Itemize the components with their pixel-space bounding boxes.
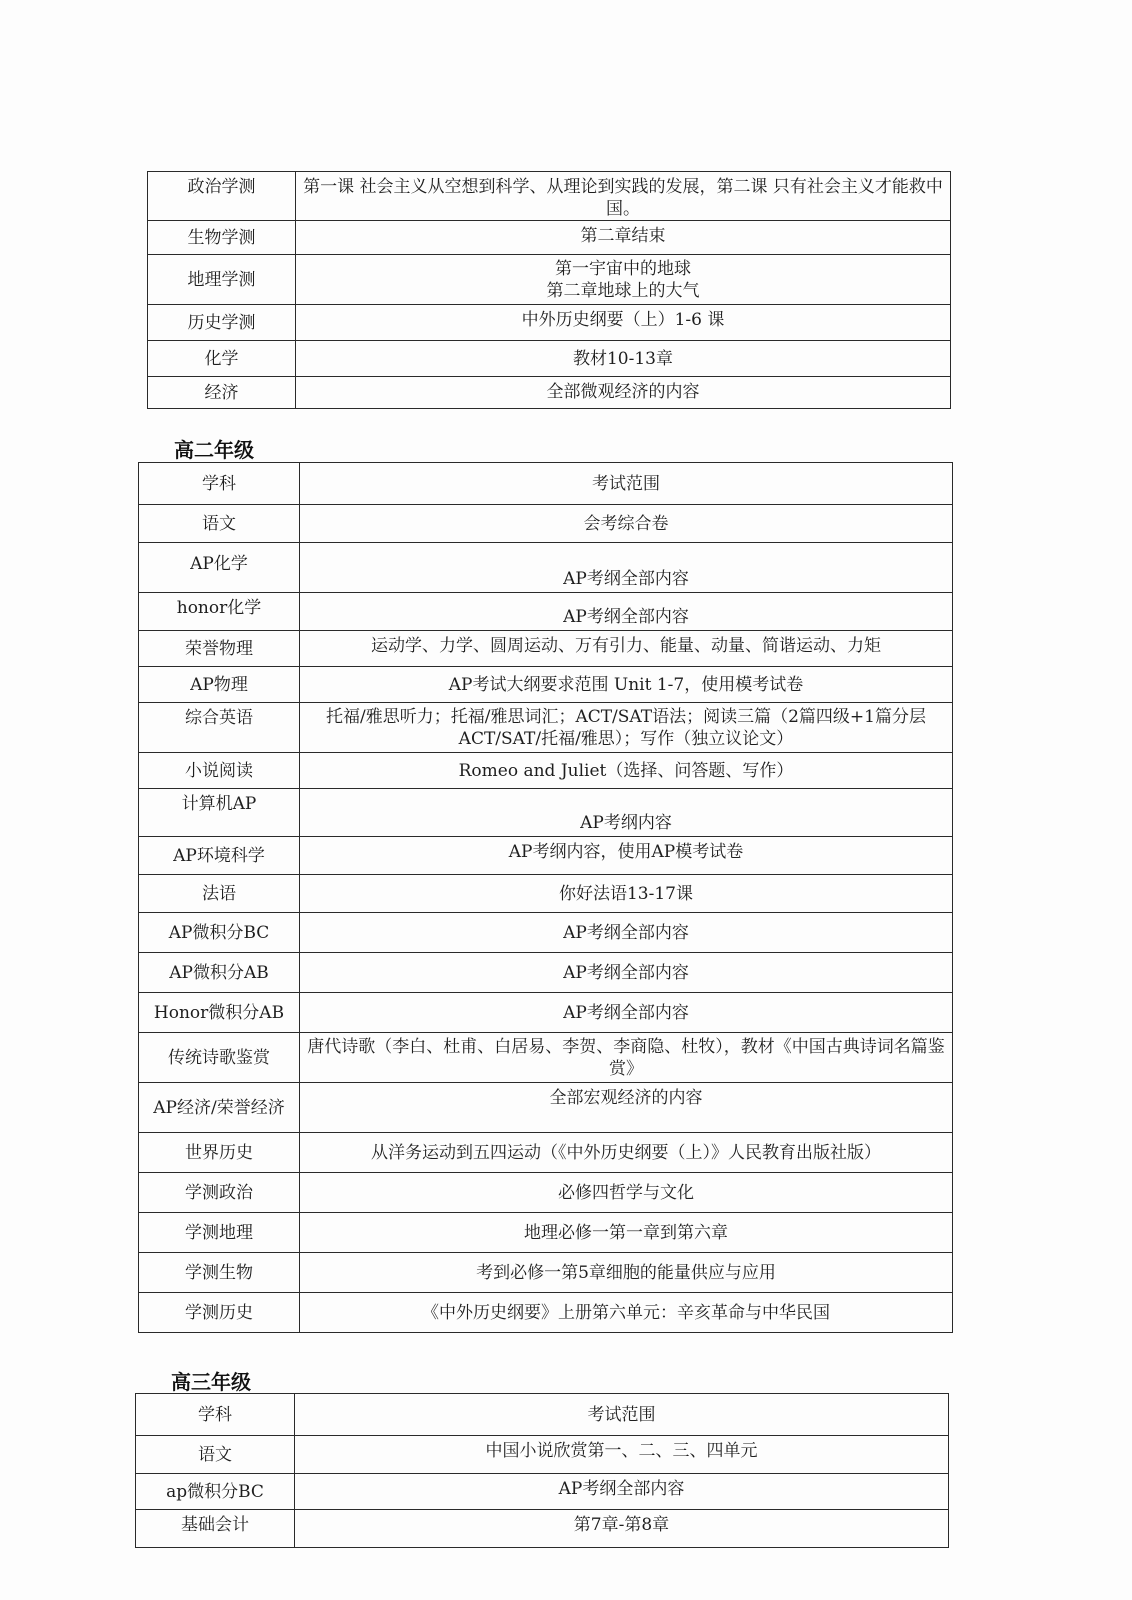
table-header-row <box>139 463 953 505</box>
scope-line: 第二章地球上的大气 <box>546 280 700 301</box>
table-row <box>139 1213 953 1253</box>
scope-cell: 考到必修一第5章细胞的能量供应与应用 <box>300 1253 953 1293</box>
subject-cell: 历史学测 <box>148 305 296 341</box>
table-row <box>139 1253 953 1293</box>
subject-cell: 计算机AP <box>139 789 300 837</box>
scope-cell: 唐代诗歌（李白、杜甫、白居易、李贺、李商隐、杜牧），教材《中国古典诗词名篇鉴赏》 <box>300 1033 953 1083</box>
subject-cell: AP微积分AB <box>139 953 300 993</box>
table-row <box>139 543 953 593</box>
table-row <box>139 837 953 875</box>
subject-cell: AP微积分BC <box>139 913 300 953</box>
table-row <box>136 1474 949 1510</box>
scope-cell: 从洋务运动到五四运动（《中外历史纲要（上）》人民教育出版社版） <box>300 1133 953 1173</box>
subject-cell: Honor微积分AB <box>139 993 300 1033</box>
table-row <box>139 953 953 993</box>
subject-cell: 学测生物 <box>139 1253 300 1293</box>
subject-cell: honor化学 <box>139 593 300 631</box>
senior1-exam-table <box>147 171 951 409</box>
table-row <box>148 255 951 305</box>
scope-cell: 第7章-第8章 <box>295 1510 949 1548</box>
scope-cell: AP考纲全部内容 <box>295 1474 949 1510</box>
table-row <box>139 593 953 631</box>
scope-cell: 会考综合卷 <box>300 505 953 543</box>
table-row <box>148 305 951 341</box>
table-row <box>139 1173 953 1213</box>
subject-cell: 小说阅读 <box>139 753 300 789</box>
scope-cell: 全部宏观经济的内容 <box>300 1083 953 1133</box>
scope-cell: AP考试大纲要求范围 Unit 1-7，使用模考试卷 <box>300 667 953 703</box>
scope-cell <box>296 255 951 305</box>
subject-cell: 学测历史 <box>139 1293 300 1333</box>
table-row <box>139 667 953 703</box>
scope-cell: 《中外历史纲要》上册第六单元：辛亥革命与中华民国 <box>300 1293 953 1333</box>
table-row <box>148 221 951 255</box>
scope-cell: 全部微观经济的内容 <box>296 377 951 409</box>
scope-cell: AP考纲全部内容 <box>300 593 953 631</box>
table-row <box>139 753 953 789</box>
subject-cell: 基础会计 <box>136 1510 295 1548</box>
table-row <box>148 172 951 221</box>
subject-cell: AP化学 <box>139 543 300 593</box>
header-subject: 学科 <box>139 463 300 505</box>
header-scope: 考试范围 <box>295 1394 949 1436</box>
subject-cell: 法语 <box>139 875 300 913</box>
subject-cell: 世界历史 <box>139 1133 300 1173</box>
table-row <box>139 1083 953 1133</box>
subject-cell: 传统诗歌鉴赏 <box>139 1033 300 1083</box>
table-row <box>136 1510 949 1548</box>
scope-cell: AP考纲全部内容 <box>300 913 953 953</box>
subject-cell: 学测政治 <box>139 1173 300 1213</box>
scope-cell: 托福/雅思听力；托福/雅思词汇；ACT/SAT语法；阅读三篇（2篇四级+1篇分层ACT/SAT/托福/雅思）；写作（独立议论文） <box>300 703 953 753</box>
subject-cell: 综合英语 <box>139 703 300 753</box>
senior2-heading: 高二年级 <box>174 438 254 462</box>
subject-cell: ap微积分BC <box>136 1474 295 1510</box>
senior3-heading: 高三年级 <box>171 1370 251 1394</box>
subject-cell: 地理学测 <box>148 255 296 305</box>
table-row <box>148 341 951 377</box>
subject-cell: AP经济/荣誉经济 <box>139 1083 300 1133</box>
table-row <box>139 1033 953 1083</box>
scope-cell: 必修四哲学与文化 <box>300 1173 953 1213</box>
scope-cell: AP考纲内容，使用AP模考试卷 <box>300 837 953 875</box>
table-row <box>139 1133 953 1173</box>
header-subject: 学科 <box>136 1394 295 1436</box>
table-header-row <box>136 1394 949 1436</box>
scope-cell: 中国小说欣赏第一、二、三、四单元 <box>295 1436 949 1474</box>
table-row <box>139 789 953 837</box>
scope-cell: AP考纲全部内容 <box>300 993 953 1033</box>
subject-cell: 化学 <box>148 341 296 377</box>
scope-cell: AP考纲全部内容 <box>300 543 953 593</box>
subject-cell: 语文 <box>139 505 300 543</box>
table-row <box>139 631 953 667</box>
subject-cell: 经济 <box>148 377 296 409</box>
subject-cell: 生物学测 <box>148 221 296 255</box>
subject-cell: AP环境科学 <box>139 837 300 875</box>
scope-cell: 第一课 社会主义从空想到科学、从理论到实践的发展，第二课 只有社会主义才能救中国。 <box>296 172 951 221</box>
senior2-exam-table <box>138 462 953 1333</box>
subject-cell: 政治学测 <box>148 172 296 221</box>
table-row <box>136 1436 949 1474</box>
subject-cell: 语文 <box>136 1436 295 1474</box>
scope-cell: Romeo and Juliet（选择、问答题、写作） <box>300 753 953 789</box>
senior3-exam-table <box>135 1393 949 1548</box>
header-scope: 考试范围 <box>300 463 953 505</box>
subject-cell: AP物理 <box>139 667 300 703</box>
scope-line: 第一宇宙中的地球 <box>555 258 691 279</box>
subject-cell: 荣誉物理 <box>139 631 300 667</box>
table-row <box>139 913 953 953</box>
scope-cell: 教材10-13章 <box>296 341 951 377</box>
scope-cell: 你好法语13-17课 <box>300 875 953 913</box>
table-row <box>139 875 953 913</box>
scope-cell: AP考纲内容 <box>300 789 953 837</box>
table-row <box>148 377 951 409</box>
table-row <box>139 993 953 1033</box>
scope-cell: AP考纲全部内容 <box>300 953 953 993</box>
table-row <box>139 505 953 543</box>
table-row <box>139 703 953 753</box>
scope-cell: 第二章结束 <box>296 221 951 255</box>
scope-cell: 运动学、力学、圆周运动、万有引力、能量、动量、简谐运动、力矩 <box>300 631 953 667</box>
table-row <box>139 1293 953 1333</box>
scope-cell: 中外历史纲要（上）1-6 课 <box>296 305 951 341</box>
subject-cell: 学测地理 <box>139 1213 300 1253</box>
scope-cell: 地理必修一第一章到第六章 <box>300 1213 953 1253</box>
